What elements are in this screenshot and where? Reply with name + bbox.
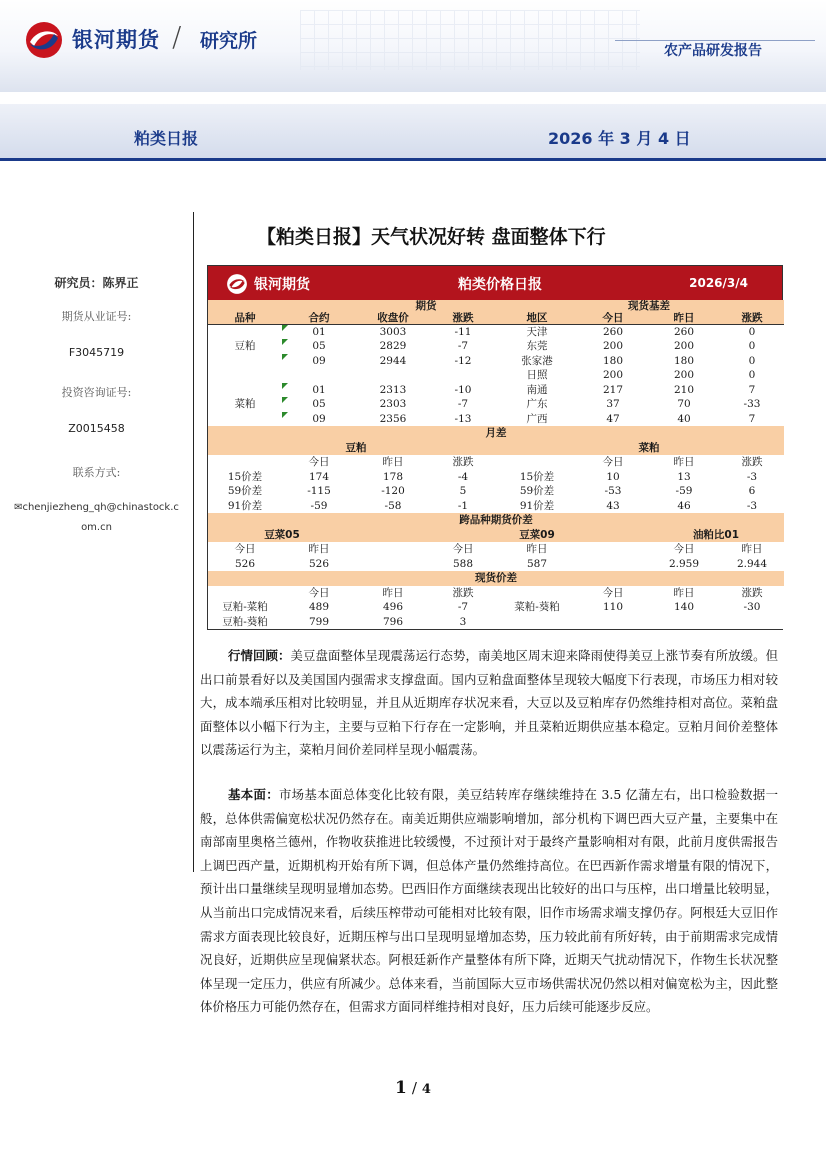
galaxy-logo-icon — [24, 20, 64, 60]
yesterday-cell: -59 — [648, 484, 720, 499]
change-cell: 7 — [720, 412, 784, 427]
variety-cell: 菜粕 — [208, 397, 282, 412]
sidebar-divider — [193, 212, 194, 872]
contract-cell: 05 — [282, 397, 356, 412]
today-cell: -115 — [282, 484, 356, 499]
spread-name-cell: 15价差 — [208, 470, 282, 485]
market-review-text: 美豆盘面整体呈现震荡运行态势，南美地区周末迎来降雨使得美豆上涨节奏有所放缓。但出口前景看好以及美国国内强需求支撑盘面。国内豆粕盘面整体呈现较大幅度下行表现，市场压力相对较大，成本端承压相对比较明显，并且从近期库存状况来看，大豆以及豆粕库存仍然维持相对高位。菜粕盘面整体以小幅下行为主，主要与豆粕下行存在一定影响，并且菜粕近期供应基本稳定。豆粕月间价差整体以震荡运行为主，菜粕月间价差同样呈现小幅震荡。 — [200, 648, 779, 758]
today-cell: 217 — [578, 383, 648, 398]
col-header: 昨日 — [648, 455, 720, 470]
today-cell: 588 — [430, 557, 496, 572]
title-band — [0, 104, 826, 158]
spread-column-headers — [208, 455, 784, 470]
col-header: 收盘价 — [356, 312, 430, 325]
contract-cell: 05 — [282, 339, 356, 354]
col-header: 昨日 — [720, 542, 784, 557]
market-review-lead: 行情回顾： — [228, 648, 291, 663]
change-cell: -1 — [430, 499, 496, 514]
cross-label: 跨品种期货价差 — [208, 513, 784, 528]
table-date: 2026/3/4 — [689, 276, 748, 290]
spread-name-cell: 91价差 — [496, 499, 578, 514]
futures-label: 期货 — [356, 300, 496, 312]
table-row — [208, 600, 784, 615]
table-row — [208, 325, 784, 340]
table-row — [208, 397, 784, 412]
article-title: 【粕类日报】天气状况好转 盘面整体下行 — [257, 226, 606, 248]
galaxy-logo-icon — [226, 273, 248, 295]
pair-name-cell: 豆粕-葵粕 — [208, 615, 282, 630]
table-row — [208, 368, 784, 383]
yesterday-cell: 140 — [648, 600, 720, 615]
region-cell: 广西 — [496, 412, 578, 427]
today-cell: 37 — [578, 397, 648, 412]
pair-name-cell: 豆粕-菜粕 — [208, 600, 282, 615]
col-header: 涨跌 — [720, 455, 784, 470]
today-cell: -53 — [578, 484, 648, 499]
yesterday-cell: 46 — [648, 499, 720, 514]
cross-pair-c: 油粕比01 — [648, 528, 784, 543]
spread-name-cell: 15价差 — [496, 470, 578, 485]
futures-section-header — [208, 300, 784, 312]
spread-name-cell: 91价差 — [208, 499, 282, 514]
change-cell: -33 — [720, 397, 784, 412]
table-row — [208, 339, 784, 354]
report-category: 农产品研发报告 — [664, 43, 762, 59]
yesterday-cell: 526 — [282, 557, 356, 572]
cross-section-header — [208, 513, 784, 528]
region-cell: 日照 — [496, 368, 578, 383]
cross-column-headers — [208, 542, 784, 557]
today-cell: 43 — [578, 499, 648, 514]
fundamentals-lead: 基本面： — [228, 787, 279, 802]
consult-label: 投资咨询证号: — [61, 386, 132, 399]
brand-department: 研究所 — [200, 30, 258, 52]
table-row — [208, 383, 784, 398]
col-header: 今日 — [208, 542, 282, 557]
change-cell: -7 — [430, 339, 496, 354]
yesterday-cell: 178 — [356, 470, 430, 485]
region-cell: 南通 — [496, 383, 578, 398]
table-row — [208, 499, 784, 514]
spread-left-variety: 豆粕 — [282, 441, 430, 456]
today-cell: 47 — [578, 412, 648, 427]
col-header: 今日 — [430, 542, 496, 557]
col-header: 涨跌 — [430, 455, 496, 470]
header-grid-pattern — [300, 10, 640, 70]
table-brand: 银河期货 — [254, 277, 310, 293]
change-cell: -10 — [430, 383, 496, 398]
report-date: 2026 年 3 月 4 日 — [548, 129, 691, 148]
close-cell: 2356 — [356, 412, 430, 427]
analyst-name: 研究员：陈界正 — [54, 276, 139, 290]
fundamentals-text: 市场基本面总体变化比较有限，美豆结转库存继续维持在 3.5 亿蒲左右，出口检验数据一般，总体供需偏宽松状况仍然存在。南美近期供应端影响增加，部分机构下调巴西大豆产量，主要集中在南部南里奥格兰德州，作物收获推进比较缓慢，不过预计对于最终产量影响相对有限，此前月度供需报告上调巴西产量，近期机构开始有所下调，但总体产量仍然维持高位。在巴西新作需求增量有限的情况下，预计出口量继续呈现明显增加态势。巴西旧作方面继续表现出比较好的出口与压榨，出口增量比较明显，从当前出口完成情况来看，后续压榨带动可能相对比较有限，旧作市场需求端支撑仍存。阿根廷大豆旧作需求方面表现比较良好，近期压榨与出口呈现明显增加态势，压力较此前有所好转，由于前期需求完成情况良好，近期供应呈现偏紧状态。阿根廷新作产量整体有所下降，近期天气扰动情况下，作物生长状况整体呈现一定压力，供应有所减少。总体来看，当前国际大豆市场供需状况仍然以相对偏宽松为主，因此整体价格压力可能仍然存在，但需求方面同样维持相对良好，压力后续可能逐步反应。 — [200, 787, 778, 1015]
change-cell: -11 — [430, 325, 496, 340]
close-cell: 2829 — [356, 339, 430, 354]
col-header: 涨跌 — [720, 312, 784, 325]
brand-name: 银河期货 — [72, 28, 160, 52]
page-separator: / — [411, 1079, 417, 1097]
col-header: 今日 — [578, 586, 648, 601]
price-grid — [208, 300, 784, 629]
yesterday-cell: 200 — [648, 339, 720, 354]
yesterday-cell: 260 — [648, 325, 720, 340]
col-header: 昨日 — [282, 542, 356, 557]
price-table — [207, 265, 783, 630]
spread-varieties — [208, 441, 784, 456]
change-cell: 0 — [720, 368, 784, 383]
spread-name-cell: 59价差 — [496, 484, 578, 499]
table-row — [208, 557, 784, 572]
email-line-1: ✉chenjiezheng_qh@chinastock.c — [14, 502, 179, 513]
today-cell: -59 — [282, 499, 356, 514]
spot-label: 现货价差 — [208, 571, 784, 586]
pair-name-cell: 菜粕-葵粕 — [496, 600, 578, 615]
yesterday-cell: 200 — [648, 368, 720, 383]
col-header: 品种 — [208, 312, 282, 325]
close-cell: 2303 — [356, 397, 430, 412]
col-header: 地区 — [496, 312, 578, 325]
region-cell: 天津 — [496, 325, 578, 340]
region-cell: 广东 — [496, 397, 578, 412]
yesterday-cell: 496 — [356, 600, 430, 615]
yesterday-cell: 13 — [648, 470, 720, 485]
today-cell: 799 — [282, 615, 356, 630]
page-indicator — [395, 1078, 431, 1098]
table-row — [208, 354, 784, 369]
table-row — [208, 615, 784, 630]
today-cell: 200 — [578, 339, 648, 354]
col-header: 今日 — [578, 455, 648, 470]
license-label: 期货从业证号: — [61, 310, 132, 323]
change-cell: 7 — [720, 383, 784, 398]
change-cell: -3 — [720, 470, 784, 485]
table-row — [208, 412, 784, 427]
contact-label: 联系方式: — [72, 466, 121, 479]
yesterday-cell: 2.944 — [720, 557, 784, 572]
column-headers — [208, 312, 784, 325]
col-header: 今日 — [282, 586, 356, 601]
variety-cell: 豆粕 — [208, 339, 282, 354]
col-header: 昨日 — [648, 586, 720, 601]
today-cell: 200 — [578, 368, 648, 383]
change-cell: 5 — [430, 484, 496, 499]
change-cell: -7 — [430, 600, 496, 615]
cross-pair-b: 豆菜09 — [496, 528, 578, 543]
close-cell: 3003 — [356, 325, 430, 340]
today-cell: 2.959 — [648, 557, 720, 572]
contract-cell: 09 — [282, 354, 356, 369]
report-type: 粕类日报 — [134, 129, 199, 148]
today-cell: 526 — [208, 557, 282, 572]
cross-pairs — [208, 528, 784, 543]
contact-email[interactable] — [0, 498, 193, 538]
table-row — [208, 484, 784, 499]
col-header: 涨跌 — [720, 586, 784, 601]
col-header: 合约 — [282, 312, 356, 325]
today-cell: 174 — [282, 470, 356, 485]
change-cell: -30 — [720, 600, 784, 615]
change-cell: 0 — [720, 339, 784, 354]
change-cell: -3 — [720, 499, 784, 514]
col-header: 今日 — [578, 312, 648, 325]
yesterday-cell: 70 — [648, 397, 720, 412]
spot-section-header — [208, 571, 784, 586]
change-cell: -12 — [430, 354, 496, 369]
spread-right-variety: 菜粕 — [578, 441, 720, 456]
spot-basis-label: 现货基差 — [578, 300, 720, 312]
fundamentals-paragraph — [200, 783, 778, 1019]
spread-section-header — [208, 426, 784, 441]
today-cell: 110 — [578, 600, 648, 615]
page-current: 1 — [395, 1078, 407, 1098]
today-cell: 180 — [578, 354, 648, 369]
col-header: 昨日 — [496, 542, 578, 557]
contract-cell: 09 — [282, 412, 356, 427]
today-cell: 489 — [282, 600, 356, 615]
email-line-2: om.cn — [81, 522, 112, 533]
yesterday-cell: 210 — [648, 383, 720, 398]
spread-name-cell: 59价差 — [208, 484, 282, 499]
brand-divider: / — [172, 20, 182, 53]
col-header: 昨日 — [356, 586, 430, 601]
table-title: 粕类价格日报 — [458, 277, 542, 293]
spread-label: 月差 — [208, 426, 784, 441]
col-header: 昨日 — [356, 455, 430, 470]
change-cell: -4 — [430, 470, 496, 485]
consult-number: Z0015458 — [68, 422, 125, 435]
page-total: 4 — [421, 1082, 431, 1097]
spot-column-headers — [208, 586, 784, 601]
change-cell: -7 — [430, 397, 496, 412]
change-cell: -13 — [430, 412, 496, 427]
change-cell: 3 — [430, 615, 496, 630]
col-header: 涨跌 — [430, 586, 496, 601]
contract-cell: 01 — [282, 325, 356, 340]
table-row — [208, 470, 784, 485]
contract-cell: 01 — [282, 383, 356, 398]
yesterday-cell: 587 — [496, 557, 578, 572]
col-header: 今日 — [282, 455, 356, 470]
table-title-bar — [208, 266, 782, 300]
close-cell: 2944 — [356, 354, 430, 369]
change-cell: 0 — [720, 354, 784, 369]
col-header: 今日 — [648, 542, 720, 557]
cross-pair-a: 豆菜05 — [208, 528, 356, 543]
yesterday-cell: 796 — [356, 615, 430, 630]
market-review-paragraph — [200, 644, 778, 762]
change-cell: 0 — [720, 325, 784, 340]
col-header: 昨日 — [648, 312, 720, 325]
today-cell: 260 — [578, 325, 648, 340]
close-cell: 2313 — [356, 383, 430, 398]
title-band-rule — [0, 158, 826, 161]
license-number: F3045719 — [68, 346, 125, 359]
col-header: 涨跌 — [430, 312, 496, 325]
yesterday-cell: 180 — [648, 354, 720, 369]
yesterday-cell: -120 — [356, 484, 430, 499]
today-cell: 10 — [578, 470, 648, 485]
region-cell: 东莞 — [496, 339, 578, 354]
yesterday-cell: 40 — [648, 412, 720, 427]
yesterday-cell: -58 — [356, 499, 430, 514]
region-cell: 张家港 — [496, 354, 578, 369]
change-cell: 6 — [720, 484, 784, 499]
